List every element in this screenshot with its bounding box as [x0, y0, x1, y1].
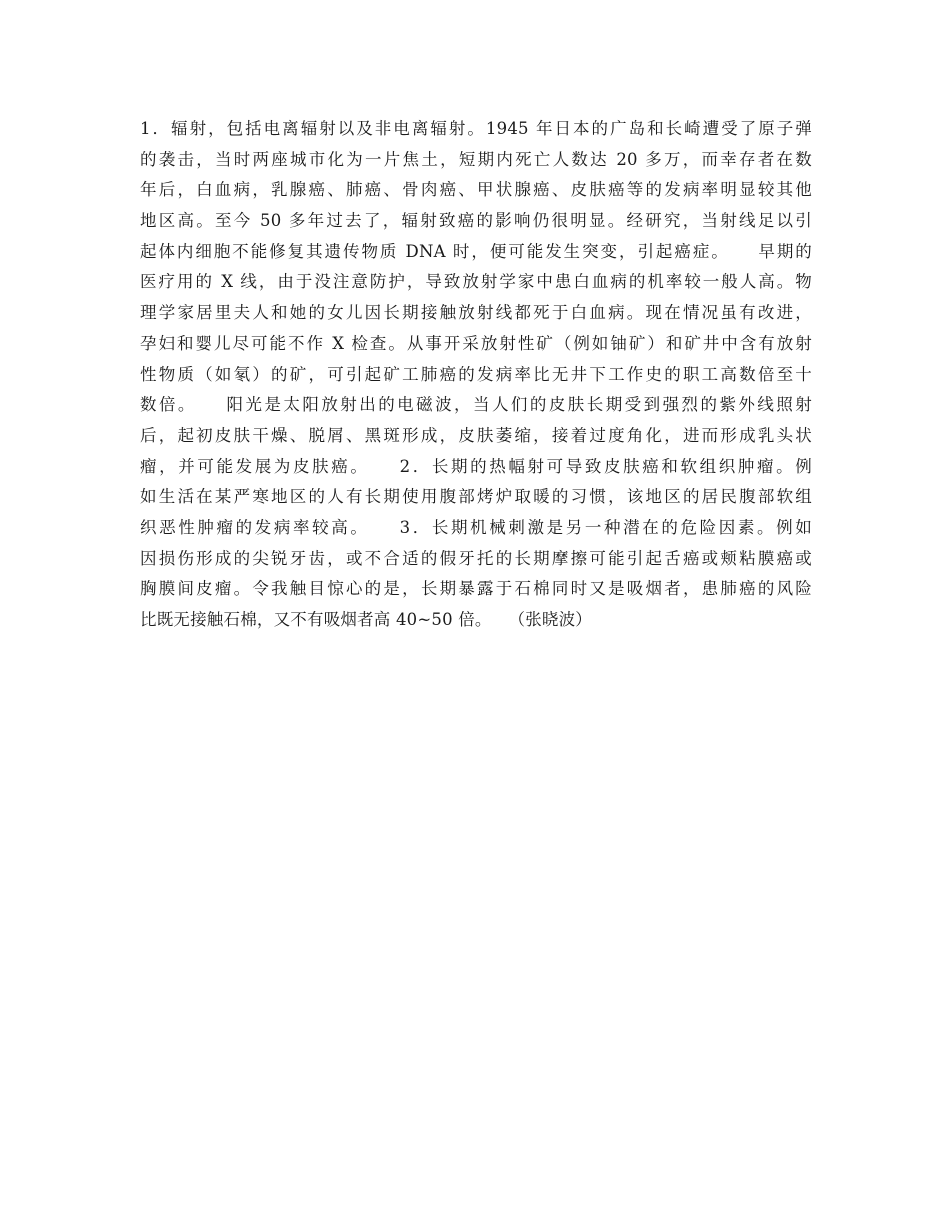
- article-body: [140, 114, 812, 636]
- text-line: 年后，白血病，乳腺癌、肺癌、骨肉癌、甲状腺癌、皮肤癌等的发病率明显较其他: [140, 180, 812, 200]
- paragraph: [140, 114, 812, 636]
- text-line: 性物质（如氡）的矿，可引起矿工肺癌的发病率比无井下工作史的职工高数倍至十: [140, 364, 812, 384]
- text-line: 因损伤形成的尖锐牙齿，或不合适的假牙托的长期摩擦可能引起舌癌或颊粘膜癌或: [140, 548, 812, 568]
- text-line: 孕妇和婴儿尽可能不作 X 检查。从事开采放射性矿（例如铀矿）和矿井中含有放射: [140, 333, 812, 353]
- text-line: 织恶性肿瘤的发病率较高。 3．长期机械刺激是另一种潜在的危险因素。例如: [140, 517, 812, 537]
- text-line: 起体内细胞不能修复其遗传物质 DNA 时，便可能发生突变，引起癌症。 早期的: [140, 241, 812, 261]
- text-line: 后，起初皮肤干燥、脱屑、黑斑形成，皮肤萎缩，接着过度角化，进而形成乳头状: [140, 425, 812, 445]
- text-line: 地区高。至今 50 多年过去了，辐射致癌的影响仍很明显。经研究，当射线足以引: [140, 211, 812, 231]
- text-line: 的袭击，当时两座城市化为一片焦土，短期内死亡人数达 20 多万，而幸存者在数: [140, 149, 812, 169]
- text-line: 1．辐射，包括电离辐射以及非电离辐射。1945 年日本的广岛和长崎遭受了原子弹: [140, 119, 812, 138]
- text-line: 医疗用的 X 线，由于没注意防护，导致放射学家中患白血病的机率较一般人高。物: [140, 272, 812, 292]
- text-line-last: 比既无接触石棉，又不有吸烟者高 40~50 倍。 （张晓波）: [140, 610, 593, 629]
- text-line: 如生活在某严寒地区的人有长期使用腹部烤炉取暖的习惯，该地区的居民腹部软组: [140, 487, 812, 507]
- text-line: 胸膜间皮瘤。令我触目惊心的是，长期暴露于石棉同时又是吸烟者，患肺癌的风险: [140, 579, 812, 599]
- text-line: 数倍。 阳光是太阳放射出的电磁波，当人们的皮肤长期受到强烈的紫外线照射: [140, 395, 812, 415]
- text-line: 理学家居里夫人和她的女儿因长期接触放射线都死于白血病。现在情况虽有改进，: [140, 303, 812, 323]
- text-line: 瘤，并可能发展为皮肤癌。 2．长期的热幅射可导致皮肤癌和软组织肿瘤。例: [140, 456, 812, 476]
